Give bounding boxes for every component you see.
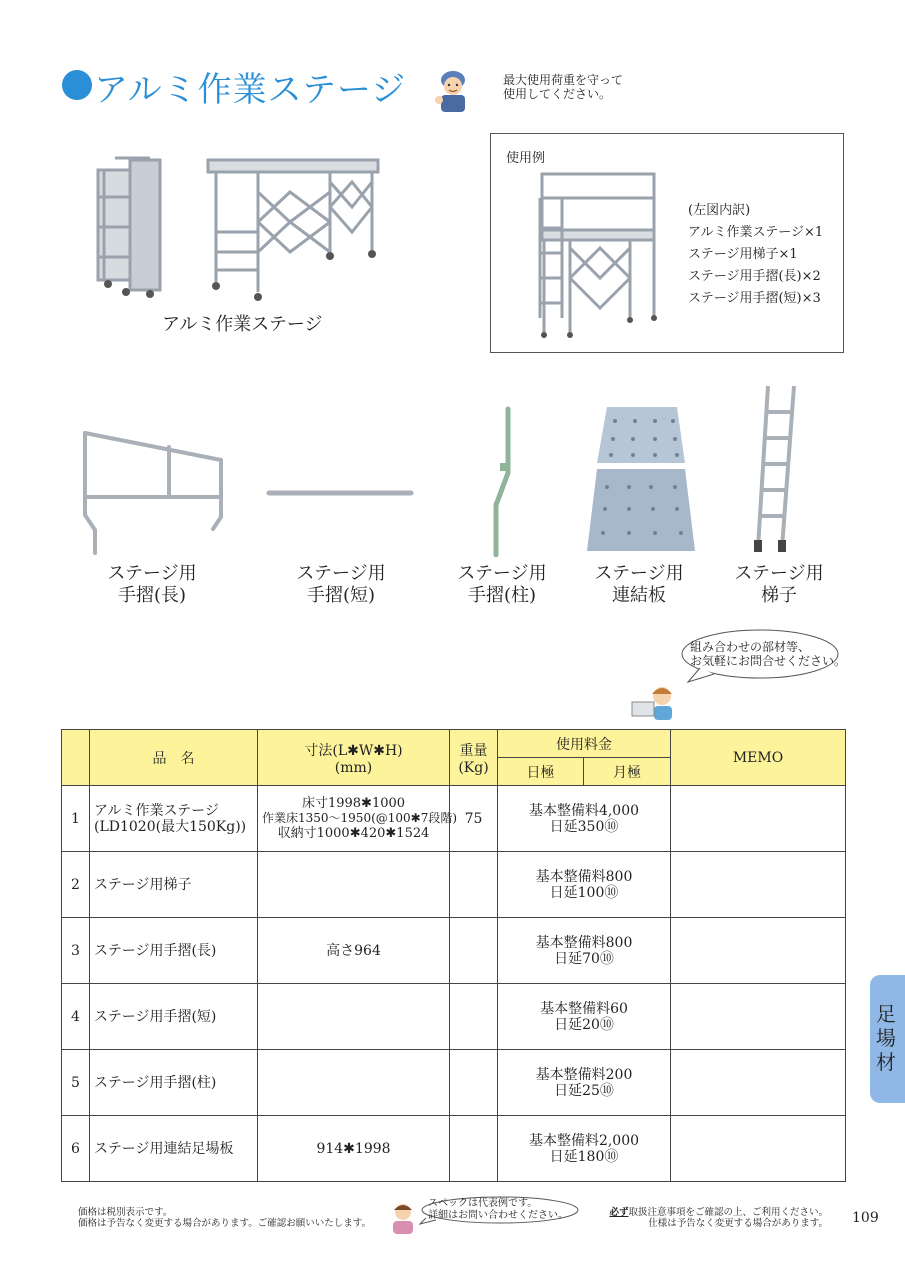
footer-caution-note [600, 1207, 828, 1229]
header-daily: 日極 [498, 758, 584, 786]
row-dim-line: 作業床1350～1950(@100✱7段階) [262, 811, 458, 825]
row-dimensions [258, 852, 450, 918]
part-caption-line: 手摺(短) [306, 585, 376, 606]
footer-left-line1: 価格は税別表示です。 [78, 1207, 173, 1218]
table-row [62, 1050, 846, 1116]
table-row [62, 918, 846, 984]
usage-example-title: 使用例 [506, 151, 546, 166]
usage-example-item: アルミ作業ステージ×1 [688, 225, 824, 240]
row-dimensions [258, 1050, 450, 1116]
header-weight-line1: 重量 [459, 742, 488, 759]
row-fee-daily: 日延70⑩ [554, 950, 614, 967]
page-number: 109 [852, 1210, 879, 1226]
row-number: 4 [62, 984, 90, 1050]
row-weight [450, 984, 498, 1050]
footer-price-note [78, 1207, 371, 1229]
table-row [62, 852, 846, 918]
row-number: 5 [62, 1050, 90, 1116]
row-fee-base: 基本整備料200 [535, 1066, 633, 1083]
usage-example-item: ステージ用手摺(短)×3 [688, 291, 821, 306]
header-number [62, 730, 90, 786]
header-monthly: 月極 [584, 758, 671, 786]
header-fee: 使用料金 [498, 730, 671, 758]
part-caption-line: ステージ用 [107, 563, 197, 584]
footer-right-line1 [600, 1207, 828, 1218]
part-caption-handrail-short [271, 563, 411, 607]
row-memo [671, 1050, 846, 1116]
footer-left-line2: 価格は予告なく変更する場合があります。ご確認お願いいたします。 [78, 1218, 371, 1229]
row-fee-base: 基本整備料60 [540, 1000, 628, 1017]
handrail-short-image [265, 483, 415, 503]
row-weight [450, 1116, 498, 1182]
row-name [90, 984, 258, 1050]
row-fee-base: 基本整備料4,000 [528, 802, 640, 819]
row-memo [671, 918, 846, 984]
row-fee [498, 1050, 671, 1116]
part-caption-line: 梯子 [761, 585, 797, 606]
row-number: 2 [62, 852, 90, 918]
section-side-tab-label: 足場材 [876, 1002, 896, 1074]
usage-example-item: (左図内訳) [688, 203, 751, 218]
row-number: 1 [62, 786, 90, 852]
row-memo [671, 786, 846, 852]
table-row [62, 786, 846, 852]
footer-bubble-line1: スペックは代表例です。 [428, 1198, 538, 1209]
row-memo [671, 1116, 846, 1182]
row-name-line: ステージ用梯子 [94, 876, 192, 893]
row-name [90, 1050, 258, 1116]
part-caption-line: ステージ用 [296, 563, 386, 584]
assistant-icon [385, 1200, 421, 1236]
aluminum-stage-image [90, 152, 385, 304]
row-dim-line: 914✱1998 [316, 1140, 391, 1157]
spec-table [61, 729, 846, 1182]
row-weight [450, 1050, 498, 1116]
inquiry-bubble-line2: お気軽にお問合せください。 [690, 654, 847, 668]
title-bullet [62, 70, 92, 100]
load-warning-note [503, 73, 703, 101]
row-fee-daily: 日延350⑩ [549, 818, 619, 835]
ladder-image [752, 382, 802, 554]
part-caption-ladder [709, 563, 849, 607]
row-fee-base: 基本整備料800 [535, 934, 633, 951]
worker-mascot-icon [433, 66, 473, 114]
header-dim-line2: (mm) [334, 759, 373, 776]
row-fee-base: 基本整備料800 [535, 868, 633, 885]
row-fee-daily: 日延25⑩ [554, 1082, 614, 1099]
header-memo: MEMO [671, 730, 846, 786]
row-name [90, 918, 258, 984]
row-fee-daily: 日延180⑩ [549, 1148, 619, 1165]
header-dimensions [258, 730, 450, 786]
row-name [90, 852, 258, 918]
footer-right-emphasis: 必ず [609, 1207, 629, 1218]
row-weight [450, 852, 498, 918]
inquiry-bubble-line1: 組み合わせの部材等、 [690, 640, 811, 654]
row-name-line: ステージ用手摺(長) [94, 942, 217, 959]
header-name: 品 名 [90, 730, 258, 786]
load-warning-line2: 使用してください。 [503, 87, 612, 101]
table-row [62, 1116, 846, 1182]
part-caption-line: ステージ用 [457, 563, 547, 584]
part-caption-line: 手摺(長) [117, 585, 187, 606]
row-dimensions [258, 984, 450, 1050]
page-title: アルミ作業ステージ [94, 70, 407, 110]
row-fee [498, 918, 671, 984]
row-fee-base: 基本整備料2,000 [528, 1132, 640, 1149]
header-weight-line2: (Kg) [458, 759, 489, 776]
footer-right-line2: 仕様は予告なく変更する場合があります。 [648, 1218, 828, 1229]
part-caption-line: 手摺(柱) [467, 585, 537, 606]
row-number: 6 [62, 1116, 90, 1182]
row-name-line: (LD1020(最大150Kg)) [94, 818, 247, 835]
row-dim-line: 収納寸1000✱420✱1524 [277, 826, 430, 841]
handrail-post-image [488, 405, 518, 557]
stage-caption: アルミ作業ステージ [162, 314, 323, 335]
handrail-long-image [75, 425, 230, 557]
part-caption-handrail-long [82, 563, 222, 607]
part-caption-line: 連結板 [612, 585, 666, 606]
row-dimensions [258, 1116, 450, 1182]
row-fee [498, 1116, 671, 1182]
header-dim-line1: 寸法(L✱W✱H) [304, 742, 403, 759]
usage-example-item: ステージ用手摺(長)×2 [688, 269, 821, 284]
connecting-board-image [585, 405, 697, 555]
footer-bubble-line2: 詳細はお問い合わせください。 [428, 1210, 568, 1221]
inquiry-bubble-text [690, 640, 850, 668]
footer-right-line1-rest: 取扱注意事項をご確認の上、ご利用ください。 [628, 1207, 828, 1218]
row-name [90, 1116, 258, 1182]
row-name-line: ステージ用手摺(短) [94, 1008, 217, 1025]
row-name-line: ステージ用手摺(柱) [94, 1074, 217, 1091]
row-fee [498, 786, 671, 852]
load-warning-line1: 最大使用荷重を守って [503, 73, 624, 87]
header-weight [450, 730, 498, 786]
row-fee-daily: 日延100⑩ [549, 884, 619, 901]
part-caption-line: ステージ用 [734, 563, 824, 584]
row-name [90, 786, 258, 852]
part-caption-line: ステージ用 [594, 563, 684, 584]
row-dimensions [258, 786, 458, 852]
part-caption-handrail-post [432, 563, 572, 607]
row-number: 3 [62, 918, 90, 984]
row-fee [498, 984, 671, 1050]
row-fee-daily: 日延20⑩ [554, 1016, 614, 1033]
row-name-line: ステージ用連結足場板 [94, 1140, 234, 1157]
operator-icon [630, 682, 680, 722]
footer-bubble-text [428, 1198, 568, 1222]
row-memo [671, 852, 846, 918]
part-caption-connecting-board [569, 563, 709, 607]
row-dimensions [258, 918, 450, 984]
row-fee [498, 852, 671, 918]
row-name-line: アルミ作業ステージ [94, 802, 219, 819]
row-dim-line: 高さ964 [326, 942, 381, 959]
usage-example-item: ステージ用梯子×1 [688, 247, 798, 262]
row-weight [450, 918, 498, 984]
row-weight: 75 [450, 786, 498, 852]
row-memo [671, 984, 846, 1050]
table-row [62, 984, 846, 1050]
row-dim-line: 床寸1998✱1000 [301, 796, 406, 811]
usage-example-image [530, 168, 660, 340]
usage-example-list [688, 200, 823, 310]
